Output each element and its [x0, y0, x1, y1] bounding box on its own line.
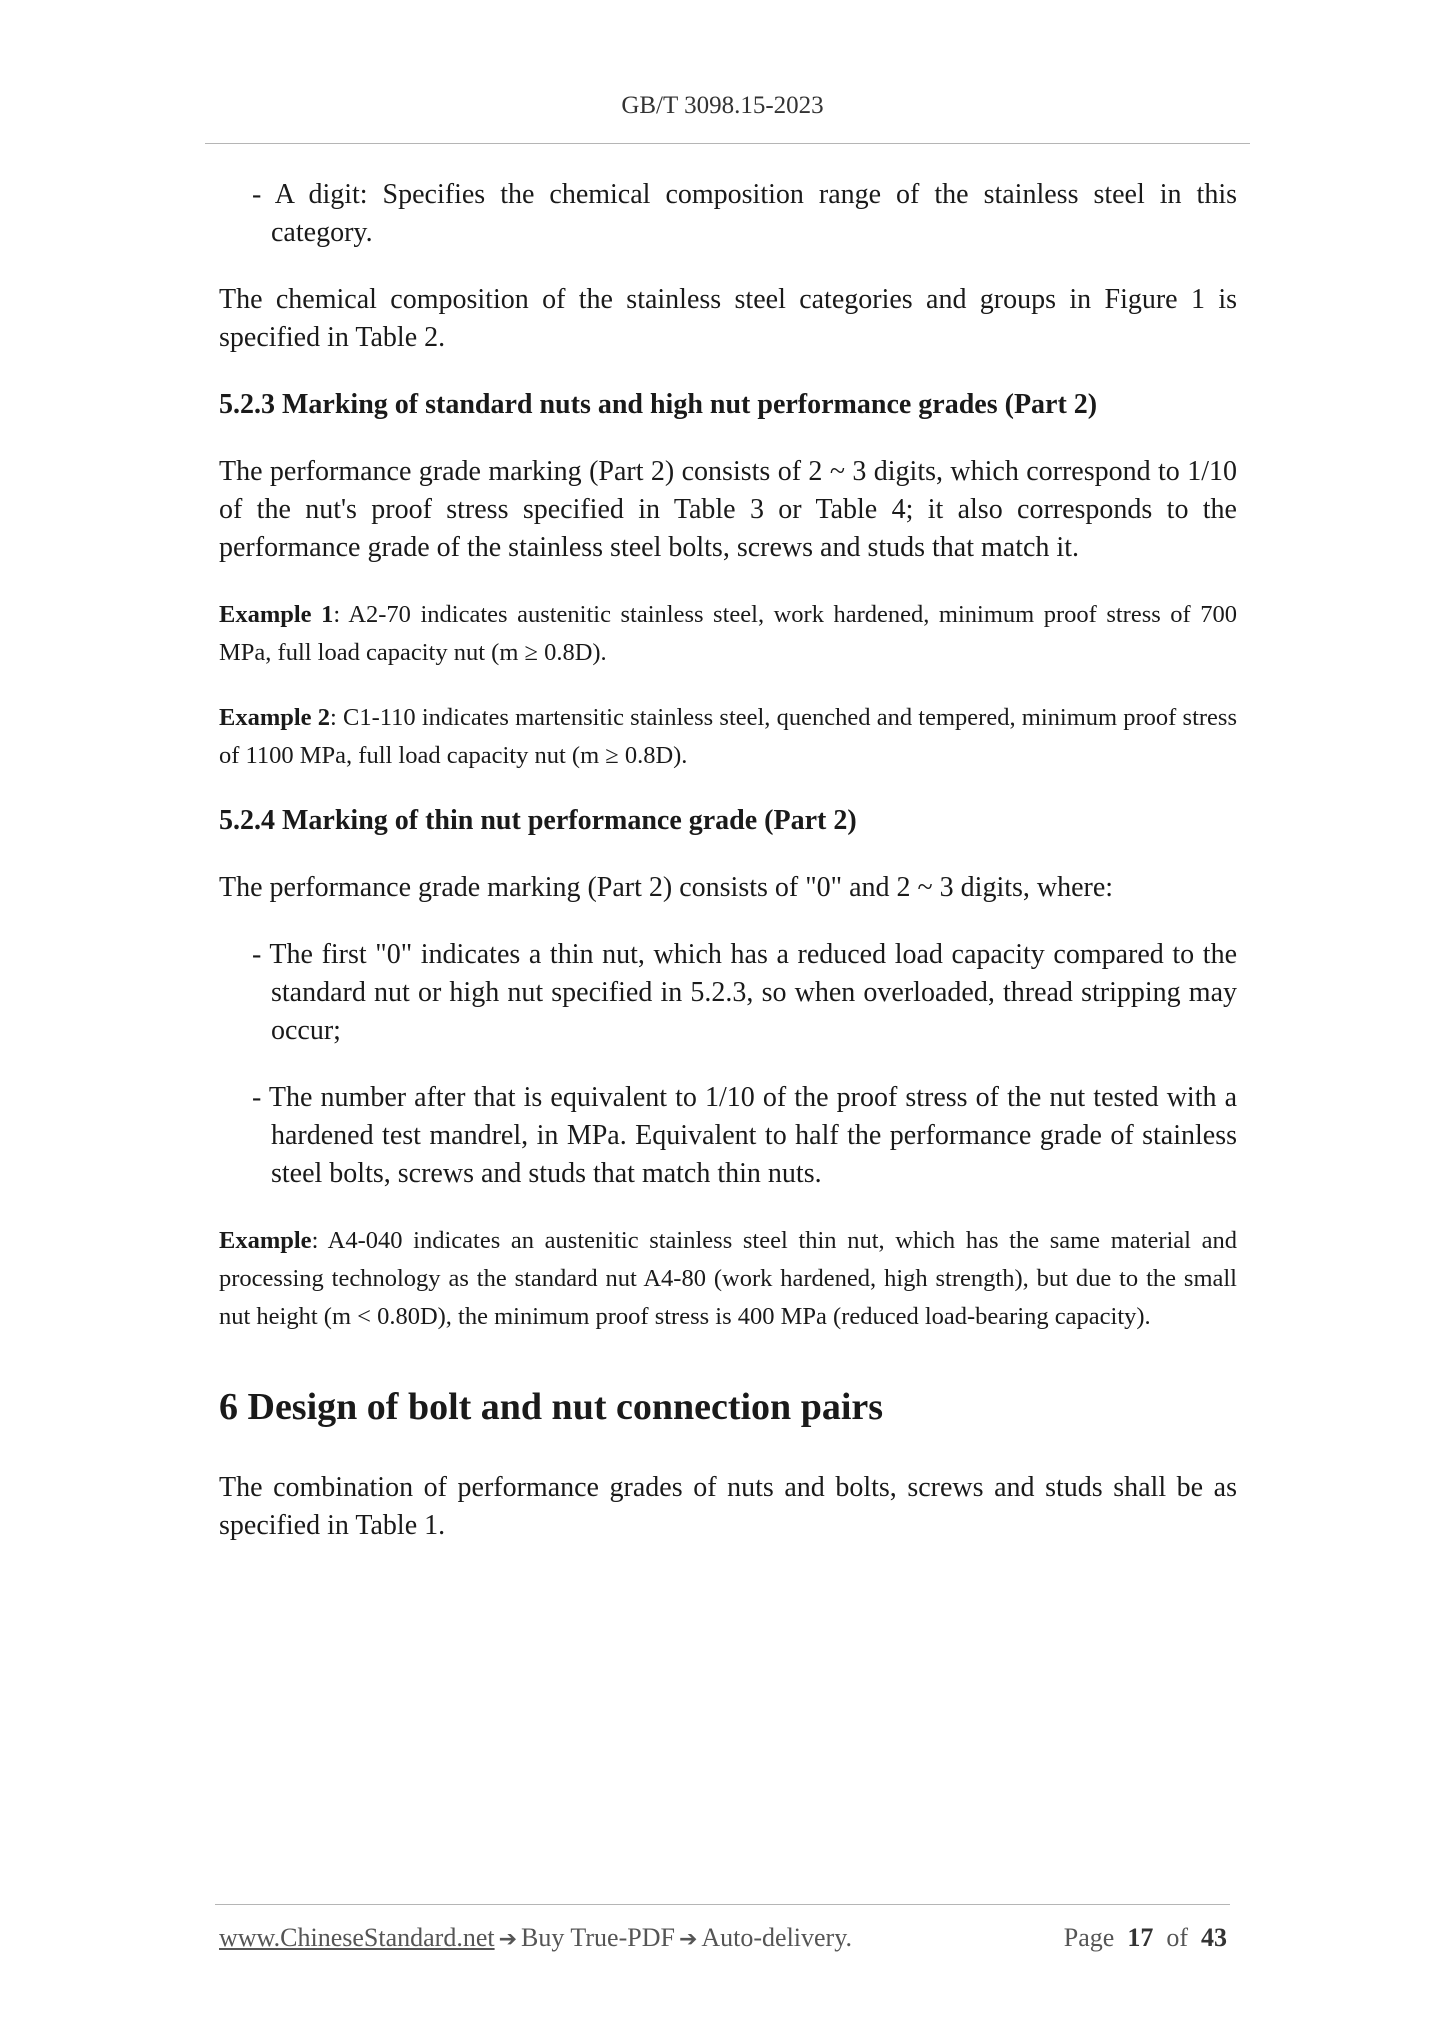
example-2 — [219, 699, 1237, 775]
section-6-heading: 6 Design of bolt and nut connection pairs — [219, 1386, 884, 1428]
example-2-text: : C1-110 indicates martensitic stainless steel, quenched and tempered, minimum proof stress of 1100 MPa, full load capacity nut (m ≥ 0.8D). — [219, 704, 1237, 769]
buy-true-pdf-text: Buy True-PDF — [521, 1923, 675, 1952]
page-content — [219, 176, 1237, 1574]
section-5-2-3-paragraph: The performance grade marking (Part 2) consists of 2 ~ 3 digits, which correspond to 1/10 of the nut's proof stress specified in Table 3 or Table 4; it also corresponds to the performance grade of the stainless steel bolts, screws and studs that match it. — [219, 456, 1237, 563]
example-1 — [219, 596, 1237, 672]
example-1-text: : A2-70 indicates austenitic stainless steel, work hardened, minimum proof stress of 700 MPa, full load capacity nut (m ≥ 0.8D). — [219, 601, 1237, 666]
section-5-2-3-heading: 5.2.3 Marking of standard nuts and high nut performance grades (Part 2) — [219, 389, 1098, 420]
example-thin-nut-text: : A4-040 indicates an austenitic stainless steel thin nut, which has the same material and processing technology as the standard nut A4-80 (work hardened, high strength), but due to the small nut height (m < 0.80D), the minimum proof stress is 400 MPa (reduced load-bearing capacity). — [219, 1227, 1237, 1330]
section-5-2-4-heading: 5.2.4 Marking of thin nut performance grade (Part 2) — [219, 805, 857, 836]
example-thin-nut — [219, 1222, 1237, 1336]
example-2-label: Example 2 — [219, 704, 331, 731]
page-of: of — [1166, 1923, 1188, 1952]
document-header-title: GB/T 3098.15-2023 — [621, 92, 824, 119]
bullet-number-after: - The number after that is equivalent to 1/10 of the proof stress of the nut tested with a hardened test mandrel, in MPa. Equivalent to half the performance grade of stainless steel bolts, screws and studs that match thin nuts. — [252, 1082, 1237, 1189]
arrow-right-icon: ➔ — [678, 1927, 698, 1952]
page-total: 43 — [1201, 1923, 1227, 1952]
bullet-first-zero: - The first "0" indicates a thin nut, which has a reduced load capacity compared to the standard nut or high nut specified in 5.2.3, so when overloaded, thread stripping may occur; — [252, 939, 1237, 1046]
header-divider — [205, 143, 1250, 144]
arrow-right-icon: ➔ — [498, 1927, 518, 1952]
auto-delivery-text: Auto-delivery. — [701, 1923, 853, 1952]
footer-divider — [215, 1904, 1230, 1905]
example-1-label: Example 1 — [219, 601, 334, 628]
paragraph-composition: The chemical composition of the stainless steel categories and groups in Figure 1 is specified in Table 2. — [219, 284, 1237, 353]
example-thin-nut-label: Example — [219, 1227, 312, 1254]
bullet-digit: - A digit: Specifies the chemical composition range of the stainless steel in this category. — [252, 179, 1237, 248]
section-6-paragraph: The combination of performance grades of nuts and bolts, screws and studs shall be as specified in Table 1. — [219, 1472, 1237, 1541]
website-link[interactable]: www.ChineseStandard.net — [219, 1923, 495, 1952]
page-label: Page — [1063, 1923, 1115, 1952]
page-number — [1064, 1923, 1227, 1953]
footer-links — [219, 1923, 852, 1953]
section-5-2-4-paragraph: The performance grade marking (Part 2) consists of "0" and 2 ~ 3 digits, where: — [219, 872, 1114, 903]
page-current: 17 — [1127, 1923, 1154, 1952]
